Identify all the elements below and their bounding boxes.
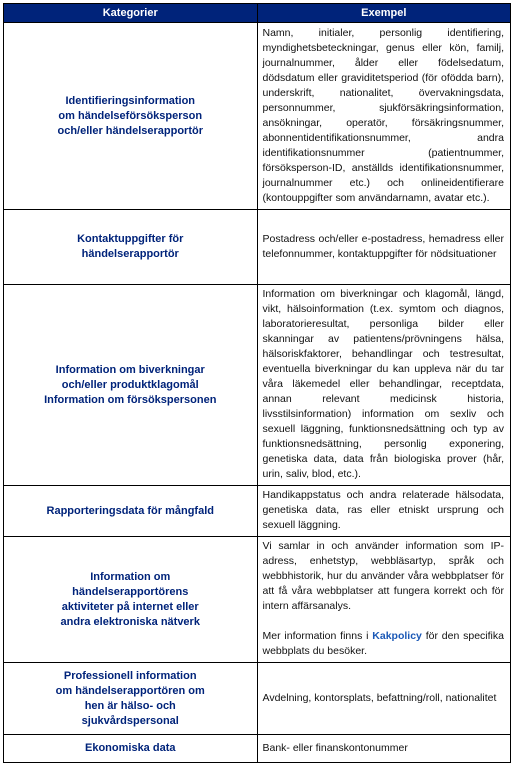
example-cell (257, 486, 511, 537)
category-label-line: andra elektroniska nätverk (60, 615, 200, 628)
table-row (4, 663, 511, 735)
cookie-policy-link[interactable]: Kakpolicy (372, 630, 422, 642)
category-label-line: hen är hälso- och (84, 699, 176, 712)
table-row (4, 486, 511, 537)
category-label-line: sjukvårdspersonal (81, 714, 179, 727)
example-text: Namn, initialer, personlig identifiering, myndighetsbeteckningar, genus eller kön, familj, journalnummer, ålder eller födelsedatum, dödsdatum eller graviditetsperiod (för ofödda barn), underskrift, nationalitet, övervakningsdata, personnummer, sjukförsäkringsinformation, ansökningar, operatör, försäkringsnummer, abonnentidentifikationsnummer, andra identifikationsnummer (patientnummer, försöksperson-ID, anställds identifikationsnummer, journalnummer etc.) och onlineidentifierare (kontouppgifter som användarnamn, avatar etc.). (262, 26, 504, 204)
example-text: Handikappstatus och andra relaterade hälsodata, genetiska data, ras eller etniskt ursprung och sexuell läggning. (262, 489, 504, 531)
data-categories-table (3, 3, 511, 763)
category-cell (4, 23, 258, 210)
more-info-text (263, 629, 505, 659)
more-info-prefix: Mer information finns i (262, 630, 373, 642)
example-cell (257, 210, 511, 285)
example-cell (257, 663, 511, 735)
category-cell (4, 537, 258, 663)
category-label-line: Identifieringsinformation (65, 94, 196, 107)
table-row (4, 735, 511, 763)
category-label-line: Information om försökspersonen (44, 393, 217, 406)
table-row (4, 23, 511, 210)
example-cell (257, 285, 511, 486)
category-label-line: Rapporteringsdata för mångfald (46, 504, 214, 517)
more-info-suffix: för den specifika webbplats du besöker. (262, 630, 504, 657)
category-cell (4, 486, 258, 537)
header-examples: Exempel (257, 4, 511, 23)
header-row (4, 4, 511, 23)
category-label-line: och/eller produktklagomål (61, 378, 199, 391)
category-label-line: om händelseförsöksperson (58, 109, 203, 122)
table-row (4, 285, 511, 486)
table-row (4, 210, 511, 285)
example-cell (257, 735, 511, 763)
category-label-line: och/eller händelserapportör (57, 124, 203, 137)
category-label-line: Professionell information (63, 669, 197, 682)
category-label-line: om händelserapportören om (55, 684, 205, 697)
header-category: Kategorier (4, 4, 258, 23)
example-text: Postadress och/eller e-postadress, hemadress eller telefonnummer, kontaktuppgifter för nödsituationer (262, 232, 504, 260)
category-cell (4, 663, 258, 735)
example-cell (257, 23, 511, 210)
table-row (4, 537, 511, 663)
example-text: Information om biverkningar och klagomål, längd, vikt, hälsoinformation (t.ex. symtom och diagnos, laboratorieresultat, personliga bilder eller skanningar av patientens/prövningens hälsa, hälsoriskfaktorer, behandlingar och testresultat, eventuella biverkningar du kan uppleva när du tar våra läkemedel eller behandlingar, receptdata, annan relevant medicinsk historia, livsstilsinformation) information om sexliv och sexuell läggning, funktionsnedsättning och typ av funktionsnedsättning, personlig exponering, genetiska data, data från biologiska prover (hår, urin, saliv, blod, etc.). (262, 288, 504, 480)
example-text: Avdelning, kontorsplats, befattning/roll, nationalitet (262, 691, 497, 704)
category-cell (4, 210, 258, 285)
category-label-line: Kontaktuppgifter för (77, 233, 184, 245)
category-label-line: Information om (90, 570, 171, 583)
example-text: Bank- eller finanskontonummer (262, 741, 408, 754)
example-text: Vi samlar in och använder information som IP-adress, enhetstyp, webbläsartyp, språk och webbhistorik, hur du använder våra webbplatser för att få våra webbplatser att fungera korrekt och för intern affärsanalys. (262, 540, 504, 612)
category-cell (4, 285, 258, 486)
category-label-line: aktiviteter på internet eller (61, 600, 199, 613)
category-label-line: Information om biverkningar (55, 363, 205, 376)
category-label-line: händelserapportörens (72, 585, 189, 598)
category-label-line: Ekonomiska data (85, 742, 176, 754)
category-label-line: händelserapportör (81, 248, 179, 260)
category-cell (4, 735, 258, 763)
example-cell (257, 537, 511, 663)
